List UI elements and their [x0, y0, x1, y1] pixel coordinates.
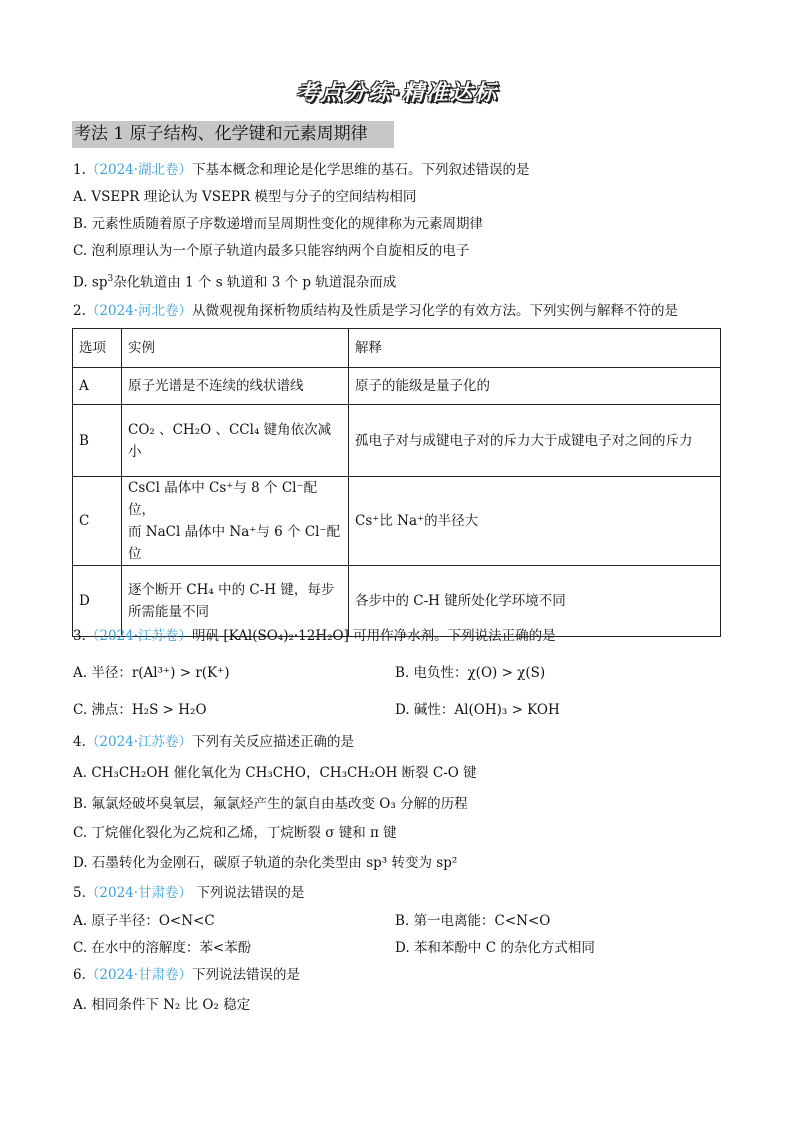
- q3-option-c: C. 沸点：H₂S > H₂O: [73, 702, 207, 718]
- q3-option-d: D. 碱性：Al(OH)₃ > KOH: [395, 702, 560, 718]
- table-cell: Cs⁺比 Na⁺的半径大: [349, 477, 721, 566]
- question-number: 6.: [73, 967, 86, 983]
- question-5: [73, 883, 304, 903]
- cell-line: CsCl 晶体中 Cs⁺与 8 个 Cl⁻配位，: [128, 480, 318, 518]
- source-tag: （2024·甘肃卷）: [85, 967, 193, 983]
- q1-option-a: A. VSEPR 理论认为 VSEPR 模型与分子的空间结构相同: [73, 189, 417, 205]
- table-header: 实例: [122, 329, 349, 368]
- table-header: 选项: [73, 329, 122, 368]
- table-cell: 孤电子对与成键电子对的斥力大于成键电子对之间的斥力: [349, 405, 721, 477]
- question-stem: 下列说法错误的是: [192, 885, 305, 901]
- question-number: 5.: [73, 885, 86, 901]
- page-banner: 考点分练·精准达标: [295, 81, 499, 106]
- question-stem: 下列说法错误的是: [192, 967, 301, 983]
- q4-option-c: C. 丁烷催化裂化为乙烷和乙烯，丁烷断裂 σ 键和 π 键: [73, 825, 397, 841]
- source-tag: （2024·江苏卷）: [85, 734, 193, 750]
- cell-line: 逐个断开 CH₄ 中的 C-H 键，每步: [128, 582, 335, 598]
- table-cell: C: [73, 477, 122, 566]
- question-number: 1.: [73, 162, 86, 178]
- cell-line: 而 NaCl 晶体中 Na⁺与 6 个 Cl⁻配位: [128, 524, 341, 562]
- source-tag: （2024·湖北卷）: [85, 162, 193, 178]
- question-1: [73, 160, 530, 180]
- question-4: [73, 732, 354, 752]
- question-number: 3.: [73, 628, 86, 644]
- cell-line: 所需能量不同: [128, 604, 209, 620]
- q1-d-text: 杂化轨道由 1 个 s 轨道和 3 个 p 轨道混杂而成: [113, 274, 397, 291]
- q3-option-a: A. 半径：r(Al³⁺) > r(K⁺): [73, 665, 230, 681]
- source-tag: （2024·江苏卷）: [85, 628, 193, 644]
- q1-d-prefix: D. sp: [73, 274, 108, 291]
- table-cell: 原子的能级是量子化的: [349, 368, 721, 405]
- table-row: [73, 477, 721, 566]
- table-cell: A: [73, 368, 122, 405]
- question-stem: 从微观视角探析物质结构及性质是学习化学的有效方法。下列实例与解释不符的是: [192, 303, 679, 319]
- table-cell: D: [73, 566, 122, 637]
- q1-option-b: B. 元素性质随着原子序数递增而呈周期性变化的规律称为元素周期律: [73, 216, 484, 232]
- q5-option-c: C. 在水中的溶解度：苯<苯酚: [73, 940, 252, 956]
- q4-option-b: B. 氟氯烃破坏臭氧层，氟氯烃产生的氯自由基改变 O₃ 分解的历程: [73, 796, 468, 812]
- question-number: 2.: [73, 303, 86, 319]
- q1-d-superscript: 3: [107, 274, 114, 284]
- question-6: [73, 965, 300, 985]
- table-cell: [122, 477, 349, 566]
- question-number: 4.: [73, 734, 86, 750]
- question-stem: 明矾 [KAl(SO₄)₂·12H₂O] 可用作净水剂。下列说法正确的是: [192, 628, 556, 644]
- table-row: [73, 368, 721, 405]
- source-tag: （2024·河北卷）: [85, 303, 193, 319]
- source-tag: （2024·甘肃卷）: [85, 885, 193, 901]
- table-cell: 原子光谱是不连续的线状谱线: [122, 368, 349, 405]
- table-cell: B: [73, 405, 122, 477]
- q5-option-d: D. 苯和苯酚中 C 的杂化方式相同: [395, 940, 595, 956]
- table-cell: 各步中的 C-H 键所处化学环境不同: [349, 566, 721, 637]
- q2-table: [72, 328, 721, 637]
- question-stem: 下基本概念和理论是化学思维的基石。下列叙述错误的是: [192, 162, 530, 178]
- q3-option-b: B. 电负性：χ(O) > χ(S): [395, 665, 546, 681]
- table-row: [73, 405, 721, 477]
- question-2: [73, 301, 678, 321]
- q5-option-b: B. 第一电离能：C<N<O: [395, 913, 551, 929]
- q4-option-d: D. 石墨转化为金刚石，碳原子轨道的杂化类型由 sp³ 转变为 sp²: [73, 855, 458, 871]
- table-header: 解释: [349, 329, 721, 368]
- q6-option-a: A. 相同条件下 N₂ 比 O₂ 稳定: [73, 997, 251, 1013]
- q4-option-a: A. CH₃CH₂OH 催化氧化为 CH₃CHO，CH₃CH₂OH 断裂 C-O 键: [73, 765, 477, 781]
- q1-option-d: [73, 269, 396, 293]
- section-heading: 考法 1 原子结构、化学键和元素周期律: [72, 121, 394, 148]
- q5-option-a: A. 原子半径：O<N<C: [73, 913, 215, 929]
- q1-option-c: C. 泡利原理认为一个原子轨道内最多只能容纳两个自旋相反的电子: [73, 243, 470, 259]
- question-stem: 下列有关反应描述正确的是: [192, 734, 355, 750]
- table-cell: CO₂ 、CH₂O 、CCl₄ 键角依次减小: [122, 405, 349, 477]
- table-header-row: [73, 329, 721, 368]
- question-3: [73, 626, 556, 646]
